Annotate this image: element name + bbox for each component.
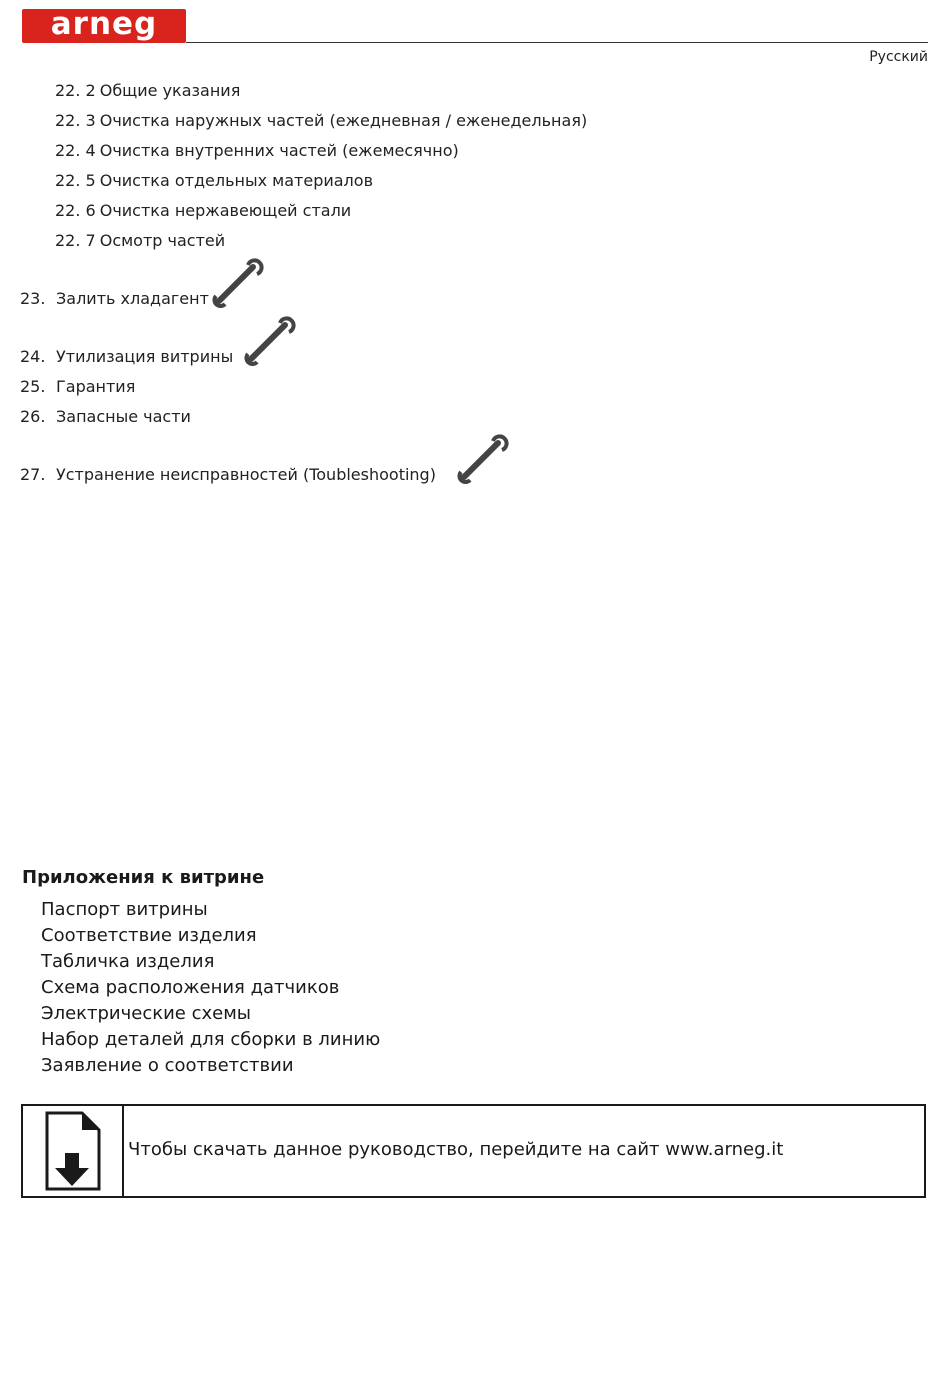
toc-item-number: 25.: [20, 377, 46, 396]
toc-sub-number: 22. 3: [55, 111, 96, 130]
appendix-item: Табличка изделия: [41, 951, 215, 972]
toc-sub-item: [55, 141, 459, 160]
appendix-item: Электрические схемы: [41, 1003, 252, 1024]
toc-sub-label: Очистка отдельных материалов: [99, 171, 373, 190]
appendix-item: Соответствие изделия: [41, 925, 257, 946]
toc-item: [20, 347, 233, 366]
toc-item-label: Запасные части: [56, 407, 191, 426]
appendix-item: Схема расположения датчиков: [41, 977, 340, 998]
appendix-list: [41, 897, 380, 1079]
toc-sub-item: [55, 81, 240, 100]
toc-sub-item: [55, 231, 225, 250]
toc-item: [20, 377, 135, 396]
toc-sub-number: 22. 4: [55, 141, 96, 160]
toc-item-label: Устранение неисправностей (Toubleshooting): [56, 465, 436, 484]
wrench-icon: [212, 256, 264, 308]
toc-item-number: 24.: [20, 347, 46, 366]
download-notice-text: Чтобы скачать данное руководство, перейдите на сайт www.arneg.it: [128, 1139, 784, 1160]
appendix-item: Паспорт витрины: [41, 899, 208, 920]
language-label: Русский: [869, 49, 928, 65]
toc-sub-label: Очистка внутренних частей (ежемесячно): [99, 141, 459, 160]
toc-sub-label: Общие указания: [99, 81, 241, 100]
toc-item-label: Гарантия: [56, 377, 136, 396]
document-download-icon: [44, 1111, 102, 1191]
appendix-title: Приложения к витрине: [22, 867, 265, 888]
toc-sub-number: 22. 5: [55, 171, 96, 190]
toc-item-label: Залить хладагент: [56, 289, 209, 308]
toc-sub-item: [55, 171, 373, 190]
brand-logo: [22, 6, 186, 43]
header-divider: [186, 42, 928, 43]
brand-logo-text: arneg: [50, 6, 158, 42]
toc-sub-label: Очистка наружных частей (ежедневная / еженедельная): [99, 111, 588, 130]
toc-sub-number: 22. 6: [55, 201, 96, 220]
toc-item-number: 27.: [20, 465, 46, 484]
wrench-icon: [457, 432, 509, 484]
toc-item: [20, 407, 191, 426]
toc-sub-item: [55, 201, 351, 220]
appendix-item: Набор деталей для сборки в линию: [41, 1029, 381, 1050]
appendix-item: Заявление о соответствии: [41, 1055, 294, 1076]
toc-item: [20, 465, 436, 484]
toc-item-number: 26.: [20, 407, 46, 426]
toc-item: [20, 289, 209, 308]
toc-item-number: 23.: [20, 289, 46, 308]
wrench-icon: [244, 314, 296, 366]
toc-sub-number: 22. 2: [55, 81, 96, 100]
toc-sub-label: Очистка нержавеющей стали: [99, 201, 352, 220]
toc-sub-number: 22. 7: [55, 231, 96, 250]
download-notice-box: [21, 1104, 926, 1198]
toc-sub-label: Осмотр частей: [99, 231, 226, 250]
notice-icon-cell: [23, 1106, 124, 1196]
toc-item-label: Утилизация витрины: [56, 347, 234, 366]
toc-sub-item: [55, 111, 587, 130]
